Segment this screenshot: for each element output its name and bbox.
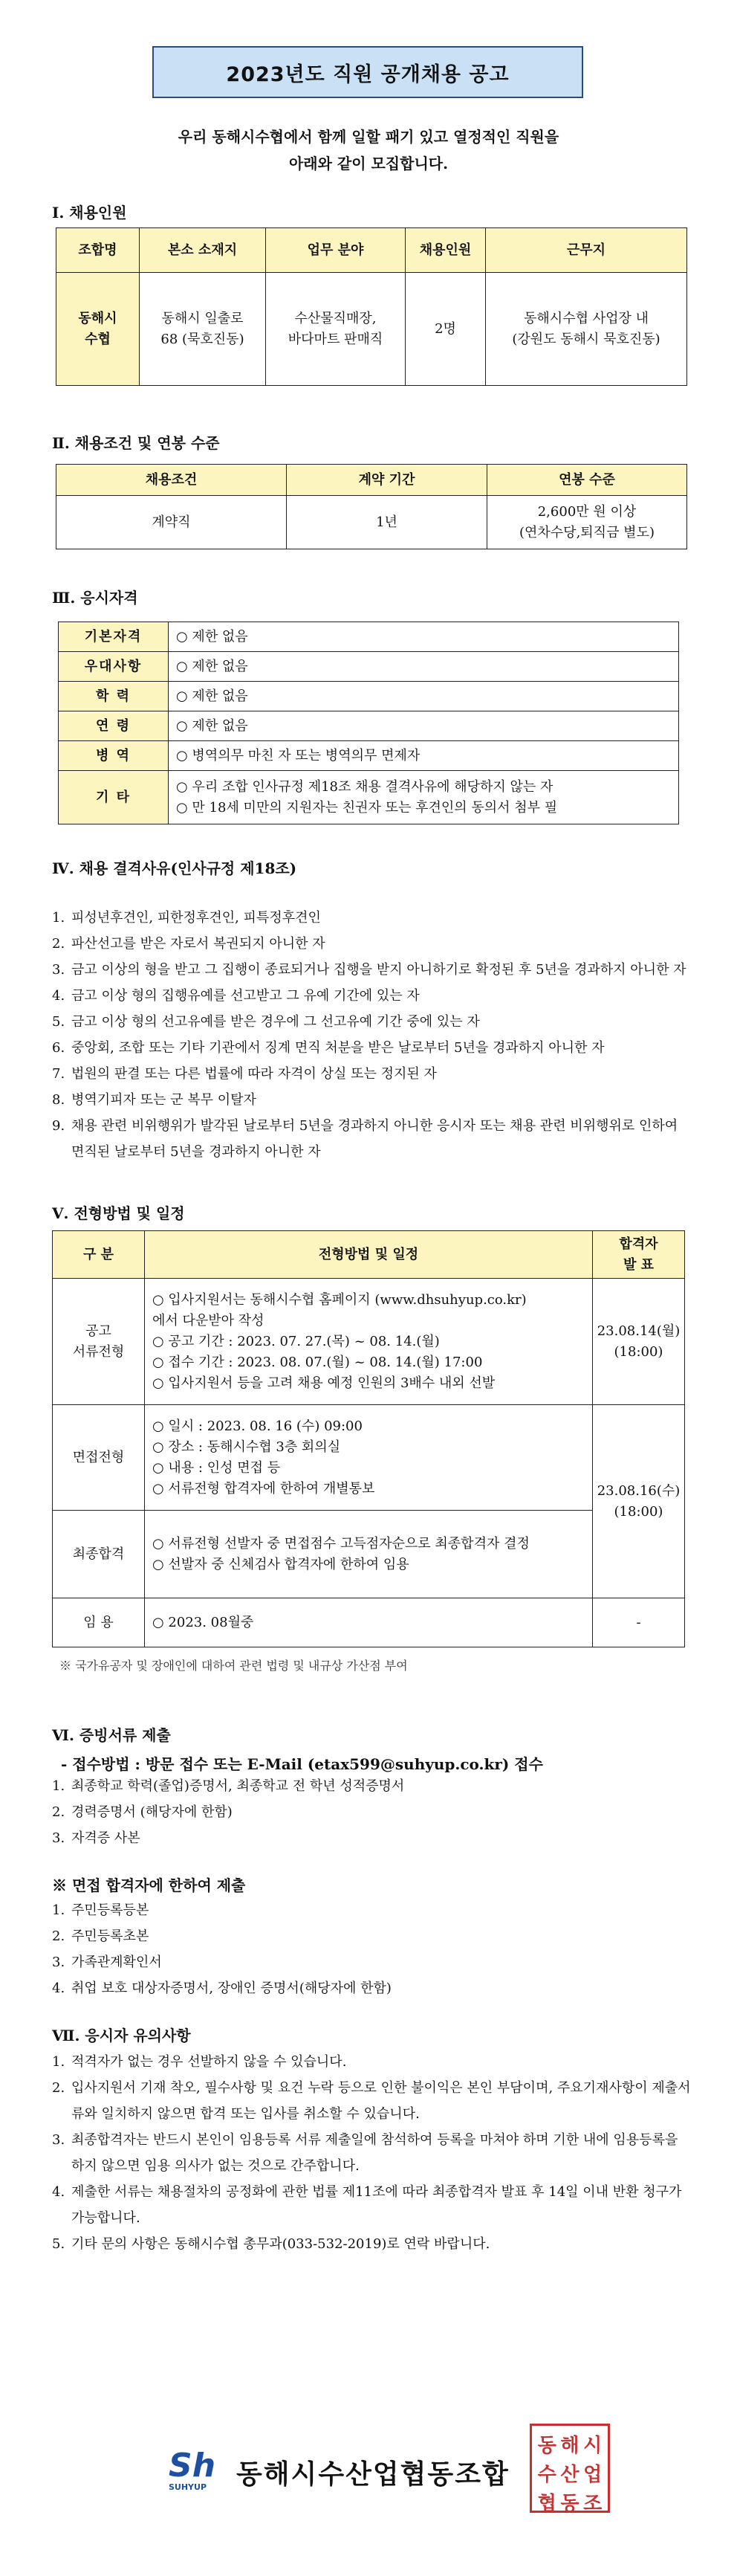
qual-label: 우대사항	[59, 652, 169, 682]
qual-label: 병 역	[59, 741, 169, 771]
col-header: 근무지	[486, 228, 687, 273]
result-date: 23.08.14(월) (18:00)	[593, 1279, 685, 1405]
section-5-heading: Ⅴ. 전형방법 및 일정	[52, 1204, 185, 1222]
notice-list	[52, 2049, 691, 2257]
qual-value: ○ 제한 없음	[169, 652, 679, 682]
section-6-heading: Ⅵ. 증빙서류 제출	[52, 1726, 171, 1744]
section-2-heading: Ⅱ. 채용조건 및 연봉 수준	[52, 434, 220, 452]
recruit-count: 2명	[406, 273, 486, 386]
qual-value: ○ 제한 없음	[169, 711, 679, 741]
list-item: 2. 파산선고를 받은 자로서 복권되지 아니한 자	[52, 936, 325, 952]
list-item: 3. 금고 이상의 형을 받고 그 집행이 종료되거나 집행을 받지 아니하기로 확정된 후 5년을 경과하지 아니한 자	[52, 962, 686, 978]
salary-level: 2,600만 원 이상 (연차수당,퇴직금 별도)	[487, 496, 687, 549]
interview-document-list	[52, 1897, 691, 2001]
result-date: 23.08.16(수) (18:00)	[593, 1405, 685, 1598]
section-4-heading: Ⅳ. 채용 결격사유(인사규정 제18조)	[52, 859, 297, 877]
list-item: 3. 최종합격자는 반드시 본인이 임용등록 서류 제출일에 참석하여 등록을 마쳐야 하며 기한 내에 임용등록을 하지 않으면 임용 의사가 없는 것으로 간주합니다.	[52, 2132, 678, 2174]
intro-text: 우리 동해시수협에서 함께 일할 패기 있고 열정적인 직원을 아래와 같이 모집합니다.	[178, 128, 559, 172]
col-header: 채용인원	[406, 228, 486, 273]
list-item: 2. 입사지원서 기재 착오, 필수사항 및 요건 누락 등으로 인한 불이익은 본인 부담이며, 주요기재사항이 제출서류와 일치하지 않으면 합격 또는 입사를 취소할 수 있습니다.	[52, 2080, 691, 2122]
list-item: 4. 금고 이상 형의 집행유예를 선고받고 그 유예 기간에 있는 자	[52, 988, 420, 1004]
qual-value: ○ 제한 없음	[169, 622, 679, 652]
qual-label: 기본자격	[59, 622, 169, 652]
col-header: 연봉 수준	[487, 465, 687, 496]
stage-details: ○ 입사지원서는 동해시수협 홈페이지 (www.dhsuhyup.co.kr) 에서 다운받아 작성 ○ 공고 기간 : 2023. 07. 27.(목) ~ 08. 14.(월) ○ 접수 기간 : 2023. 08. 07.(월) ~ 08. 14.(월) 17:00 ○ 입사지원서 등을 고려 채용 예정 인원의 3배수 내외 선발	[145, 1279, 593, 1405]
contract-period: 1년	[287, 496, 487, 549]
stage-label: 임 용	[53, 1598, 145, 1647]
list-item: 2. 경력증명서 (해당자에 한함)	[52, 1804, 233, 1820]
work-field: 수산물직매장, 바다마트 판매직	[266, 273, 406, 386]
col-header: 업무 분야	[266, 228, 406, 273]
list-item: 5. 금고 이상 형의 선고유예를 받은 경우에 그 선고유예 기간 중에 있는 자	[52, 1014, 480, 1030]
recruit-count-table	[56, 227, 687, 386]
stage-label: 최종합격	[53, 1511, 145, 1598]
col-header: 채용조건	[56, 465, 287, 496]
stage-label: 공고 서류전형	[53, 1279, 145, 1405]
organization-name: 동해시수산업협동조합	[236, 2459, 510, 2490]
qual-value: ○ 제한 없음	[169, 682, 679, 711]
official-seal: 동 해 시 수 산 업 협 동 조	[530, 2424, 610, 2513]
list-item: 4. 취업 보호 대상자증명서, 장애인 증명서(해당자에 한함)	[52, 1981, 392, 1996]
list-item: 9. 채용 관련 비위행위가 발각된 날로부터 5년을 경과하지 아니한 응시자 또는 채용 관련 비위행위로 인하여 면직된 날로부터 5년을 경과하지 아니한 자	[52, 1118, 678, 1160]
col-header: 전형방법 및 일정	[145, 1231, 593, 1279]
document-list	[52, 1773, 691, 1851]
list-item: 6. 중앙회, 조합 또는 기타 기관에서 징계 면직 처분을 받은 날로부터 5년을 경과하지 아니한 자	[52, 1040, 605, 1056]
selection-schedule-table	[52, 1230, 685, 1647]
list-item: 2. 주민등록초본	[52, 1928, 149, 1944]
col-header: 본소 소재지	[140, 228, 266, 273]
result-date: -	[593, 1598, 685, 1647]
union-name: 동해시 수협	[56, 273, 140, 386]
list-item: 1. 피성년후견인, 피한정후견인, 피특정후견인	[52, 910, 321, 926]
list-item: 7. 법원의 판결 또는 다른 법률에 따라 자격이 상실 또는 정지된 자	[52, 1066, 437, 1082]
stage-details: ○ 서류전형 선발자 중 면접점수 고득점자순으로 최종합격자 결정 ○ 선발자 중 신체검사 합격자에 한하여 임용	[145, 1511, 593, 1598]
stage-details: ○ 2023. 08월중	[145, 1598, 593, 1647]
conditions-table	[56, 464, 687, 549]
disqualification-list	[52, 905, 691, 1165]
section-3-heading: Ⅲ. 응시자격	[52, 589, 138, 607]
col-header: 구 분	[53, 1231, 145, 1279]
col-header: 조합명	[56, 228, 140, 273]
stage-label: 면접전형	[53, 1405, 145, 1511]
employment-condition: 계약직	[56, 496, 287, 549]
list-item: 1. 최종학교 학력(졸업)증명서, 최종학교 전 학년 성적증명서	[52, 1778, 405, 1794]
page-title: 2023년도 직원 공개채용 공고	[152, 46, 583, 98]
svg-text:Sh: Sh	[169, 2447, 216, 2485]
qual-value: ○ 병역의무 마친 자 또는 병역의무 면제자	[169, 741, 679, 771]
qual-value: ○ 우리 조합 인사규정 제18조 채용 결격사유에 해당하지 않는 자 ○ 만 18세 미만의 지원자는 친권자 또는 후견인의 동의서 첨부 필	[169, 771, 679, 824]
list-item: 3. 가족관계확인서	[52, 1954, 162, 1970]
suhyup-logo	[167, 2444, 219, 2496]
qualification-table	[58, 622, 679, 824]
office-location: 동해시 일출로 68 (묵호진동)	[140, 273, 266, 386]
list-item: 4. 제출한 서류는 채용절차의 공정화에 관한 법률 제11조에 따라 최종합격자 발표 후 14일 이내 반환 청구가 가능합니다.	[52, 2184, 682, 2226]
qual-label: 학 력	[59, 682, 169, 711]
list-item: 1. 적격자가 없는 경우 선발하지 않을 수 있습니다.	[52, 2054, 347, 2070]
interview-pass-heading: ※ 면접 합격자에 한하여 제출	[52, 1876, 246, 1894]
logo-caption: SUHYUP	[169, 2482, 207, 2492]
workplace: 동해시수협 사업장 내 (강원도 동해시 묵호진동)	[486, 273, 687, 386]
section-1-heading: Ⅰ. 채용인원	[52, 204, 127, 222]
stage-details: ○ 일시 : 2023. 08. 16 (수) 09:00 ○ 장소 : 동해시수협 3층 회의실 ○ 내용 : 인성 면접 등 ○ 서류전형 합격자에 한하여 개별통보	[145, 1405, 593, 1511]
bonus-note: ※ 국가유공자 및 장애인에 대하여 관련 법령 및 내규상 가산점 부여	[59, 1659, 408, 1673]
qual-label: 연 령	[59, 711, 169, 741]
list-item: 3. 자격증 사본	[52, 1830, 140, 1846]
list-item: 8. 병역기피자 또는 군 복무 이탈자	[52, 1092, 256, 1108]
col-header: 계약 기간	[287, 465, 487, 496]
section-7-heading: Ⅶ. 응시자 유의사항	[52, 2027, 191, 2044]
submission-method: - 접수방법 : 방문 접수 또는 E-Mail (etax599@suhyup.co.kr) 접수	[61, 1755, 543, 1773]
list-item: 5. 기타 문의 사항은 동해시수협 총무과(033-532-2019)로 연락 바랍니다.	[52, 2236, 490, 2252]
col-header: 합격자 발 표	[593, 1231, 685, 1279]
list-item: 1. 주민등록등본	[52, 1902, 149, 1918]
qual-label: 기 타	[59, 771, 169, 824]
